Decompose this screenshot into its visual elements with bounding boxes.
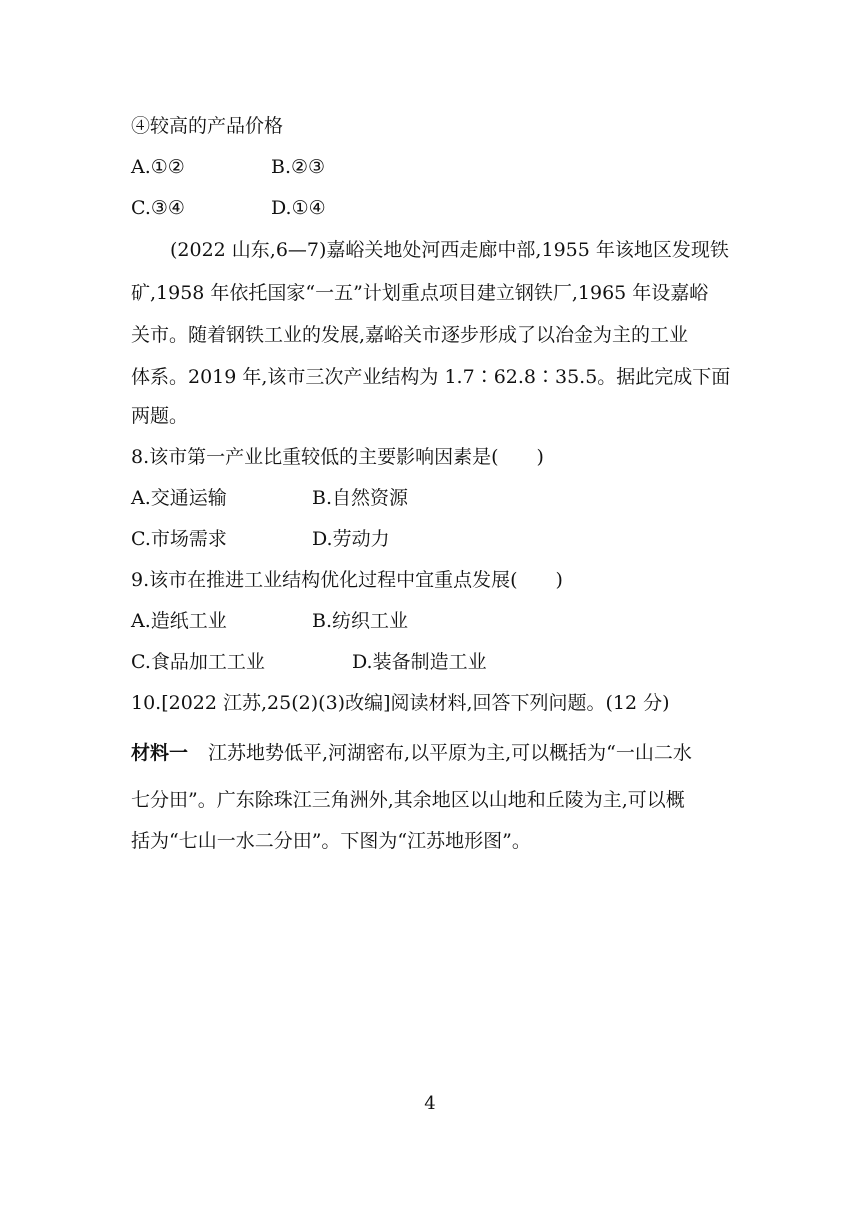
q9-option-d: D.装备制造工业 <box>352 651 487 673</box>
q7-options-row-1 <box>131 155 325 179</box>
q7-option-c: C.③④ <box>131 197 185 219</box>
material-1-line-3: 括为“七山一水二分田”。下图为“江苏地形图”。 <box>131 830 531 852</box>
passage-line-1: (2022 山东,6—7)嘉峪关地处河西走廊中部,1955 年该地区发现铁 <box>170 239 729 261</box>
q8-option-d: D.劳动力 <box>312 528 390 550</box>
q7-option-a: A.①② <box>131 156 185 178</box>
q8-options-row-2 <box>131 527 390 551</box>
q7-option-b: B.②③ <box>271 156 326 178</box>
passage-line-2: 矿,1958 年依托国家“一五”计划重点项目建立钢铁厂,1965 年设嘉峪 <box>131 282 709 304</box>
q7-options-row-2 <box>131 196 326 220</box>
q9-stem: 9.该市在推进工业结构优化过程中宜重点发展( ) <box>131 569 563 591</box>
page-number: 4 <box>424 1093 436 1114</box>
q9-options-row-2 <box>131 650 487 674</box>
q8-option-c: C.市场需求 <box>131 528 227 550</box>
q8-option-b: B.自然资源 <box>312 487 409 509</box>
q8-options-row-1 <box>131 486 408 510</box>
q9-options-row-1 <box>131 609 408 633</box>
material-1-line-2: 七分田”。广东除珠江三角洲外,其余地区以山地和丘陵为主,可以概 <box>131 789 685 811</box>
q10-stem: 10.[2022 江苏,25(2)(3)改编]阅读材料,回答下列问题。(12 分) <box>131 692 670 714</box>
passage-line-3: 关市。随着钢铁工业的发展,嘉峪关市逐步形成了以冶金为主的工业 <box>131 324 689 346</box>
material-1-label: 材料一 <box>131 742 189 764</box>
q8-stem: 8.该市第一产业比重较低的主要影响因素是( ) <box>131 446 544 468</box>
passage-line-5: 两题。 <box>131 405 189 427</box>
material-1-line-1 <box>131 741 692 765</box>
q8-option-a: A.交通运输 <box>131 487 227 509</box>
q7-option-d: D.①④ <box>271 197 326 219</box>
passage-line-4: 体系。2019 年,该市三次产业结构为 1.7∶62.8∶35.5。据此完成下面 <box>131 366 731 388</box>
q9-option-c: C.食品加工工业 <box>131 651 265 673</box>
q9-option-a: A.造纸工业 <box>131 610 227 632</box>
q7-option-4: ④较高的产品价格 <box>131 115 284 137</box>
q9-option-b: B.纺织工业 <box>312 610 409 632</box>
material-1-text-1: 江苏地势低平,河湖密布,以平原为主,可以概括为“一山二水 <box>208 742 692 764</box>
